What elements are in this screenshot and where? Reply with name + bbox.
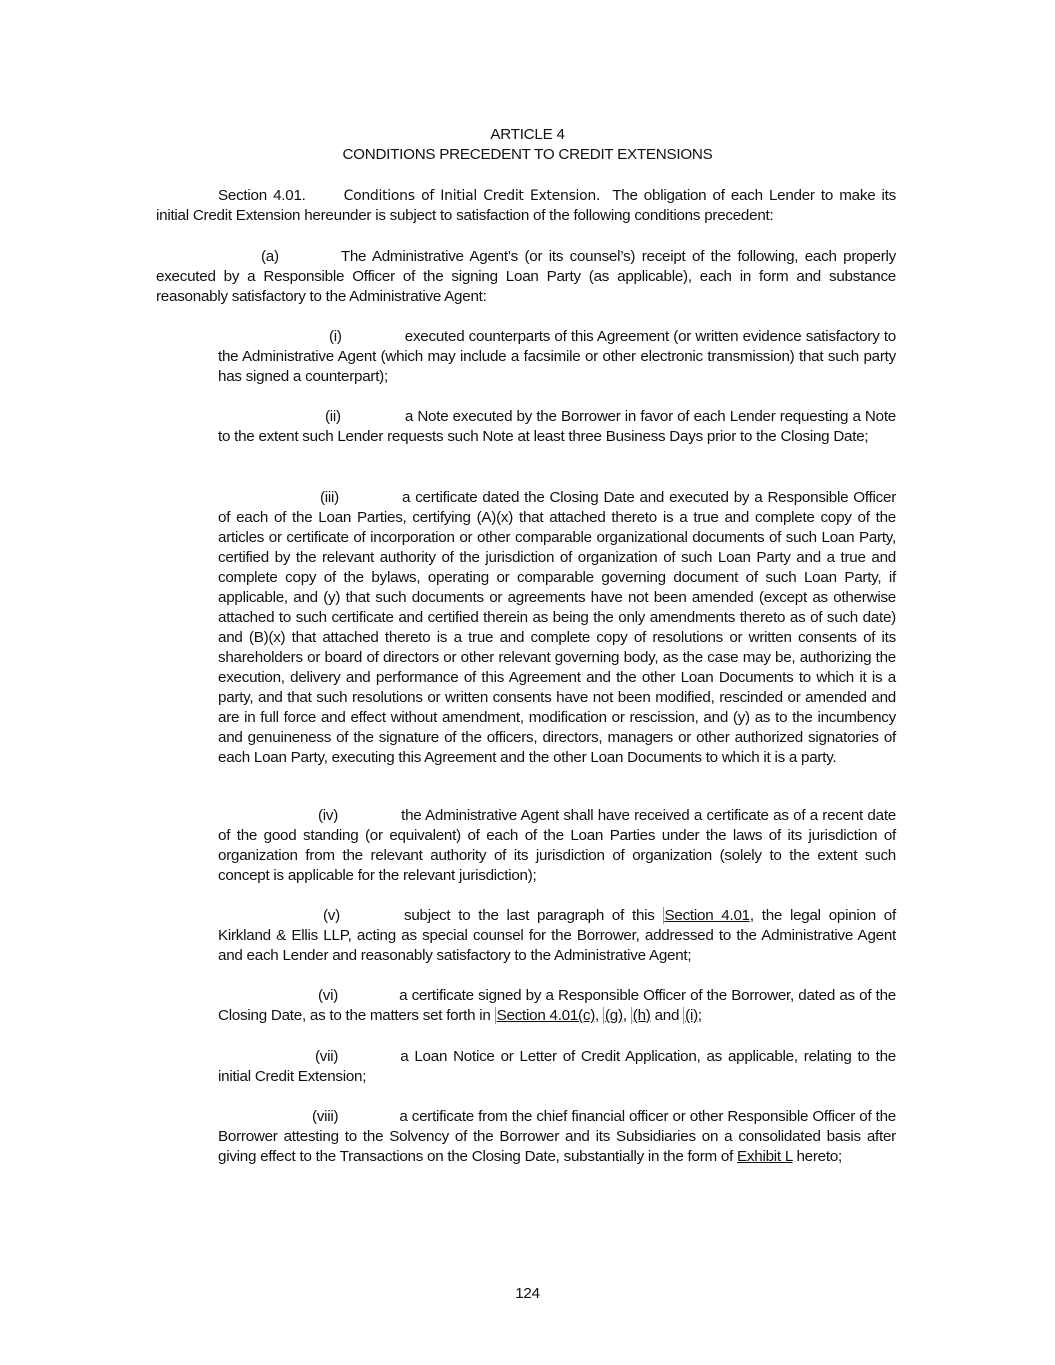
item-v-marker: (v) [323,907,340,924]
item-viii-post: hereto; [796,1148,842,1165]
item-iv-marker: (iv) [318,807,339,824]
item-viii-marker: (viii) [312,1108,339,1125]
item-v-pre: subject to the last paragraph of this [403,907,655,924]
section-4-01-link[interactable]: Section 4.01, [664,907,754,924]
section-text: The obligation of each Lender to make its initial Credit Extension hereunder is subject to satisfaction of the following conditions precedent: [156,187,896,224]
clause-a-marker: (a) [261,248,279,265]
item-viii-pre: a certificate from the chief financial officer or other Responsible Officer of the Borrower attesting to the Solvency of the Borrower and its Subsidiaries on a consolidated basis after giving effect to the Transactions on the Closing Date, substantially in the form of [218,1108,896,1165]
item-i-text: executed counterparts of this Agreement (or written evidence satisfactory to the Administrative Agent (which may include a facsimile or other electronic transmission) that such party has signed a counterpart); [218,328,896,385]
article-number: ARTICLE 4 [490,126,565,143]
item-vii-marker: (vii) [315,1048,339,1065]
section-caption: Conditions of Initial Credit Extension. [343,188,601,204]
item-vii-text: a Loan Notice or Letter of Credit Application, as applicable, relating to the initial Credit Extension; [218,1048,896,1085]
item-ii-paragraph [218,407,896,447]
item-v-paragraph [218,906,896,966]
clause-a-paragraph [156,247,896,307]
item-vii-paragraph [218,1047,896,1087]
separator: , [595,1007,600,1024]
section-4-01-paragraph [156,186,896,226]
item-vi-marker: (vi) [318,987,339,1004]
clause-a-text: The Administrative Agent’s (or its counsel’s) receipt of the following, each properly executed by a Responsible Officer of the signing Loan Party (as applicable), each in form and substance reasonably satisfactory to the Administrative Agent: [156,248,896,305]
clause-h-link[interactable]: (h) [632,1007,651,1024]
item-iv-text: the Administrative Agent shall have received a certificate as of a recent date of the good standing (or equivalent) of each of the Loan Parties under the laws of its jurisdiction of organization from the relevant authority of its jurisdiction of organization (solely to the extent such concept is applicable for the relevant jurisdiction); [218,807,896,884]
item-i-paragraph [218,327,896,387]
item-iv-paragraph [218,806,896,886]
exhibit-l-link[interactable]: Exhibit L [737,1148,793,1165]
article-title: CONDITIONS PRECEDENT TO CREDIT EXTENSIONS [342,146,713,163]
item-iii-text: a certificate dated the Closing Date and executed by a Responsible Officer of each of the Loan Parties, certifying (A)(x) that attached thereto is a true and complete copy of the articles or certificate of incorporation or other comparable organizational documents of such Loan Party, certified by the relevant authority of the jurisdiction of organization of such Loan Party and a true and complete copy of the bylaws, operating or comparable governing document of such Loan Party, if applicable, and (y) that such documents or agreements have not been amended (except as otherwise attached to such certificate and certified therein as being the only amendments thereto as of such date) and (B)(x) that attached thereto is a true and complete copy of resolutions or written consents of its shareholders or board of directors or other relevant governing body, as the case may be, authorizing the execution, delivery and performance of this Agreement and the other Loan Documents to which it is a party, and that such resolutions or written consents have not been modified, rescinded or amended and are in full force and effect without amendment, modification or rescission, and (y) as to the incumbency and genuineness of the signature of the officers, directors, managers or other authorized signatories of each Loan Party, executing this Agreement and the other Loan Documents to which it is a party. [218,489,896,766]
item-iii-marker: (iii) [320,489,339,506]
item-ii-text: a Note executed by the Borrower in favor of each Lender requesting a Note to the extent such Lender requests such Note at least three Business Days prior to the Closing Date; [218,408,896,445]
item-v-post: the legal opinion of Kirkland & Ellis LLP, acting as special counsel for the Borrower, addressed to the Administrative Agent and each Lender and reasonably satisfactory to the Administrative Agent; [218,907,896,964]
clause-i-link[interactable]: (i) [685,1007,698,1024]
separator: , [622,1007,627,1024]
clause-g-link[interactable]: (g) [605,1007,623,1024]
item-ii-marker: (ii) [325,408,341,425]
page-number: 124 [515,1285,540,1302]
item-iii-paragraph [218,488,896,768]
separator: and [654,1007,680,1024]
section-number: Section 4.01. [218,187,306,204]
item-i-marker: (i) [329,328,342,345]
item-viii-paragraph [218,1107,896,1167]
item-vi-pre: a certificate signed by a Responsible Officer of the Borrower, dated as of the Closing Date, as to the matters set forth in [218,987,896,1024]
terminator: ; [697,1007,702,1024]
section-4-01-c-link[interactable]: Section 4.01(c) [496,1007,596,1024]
item-vi-paragraph [218,986,896,1026]
